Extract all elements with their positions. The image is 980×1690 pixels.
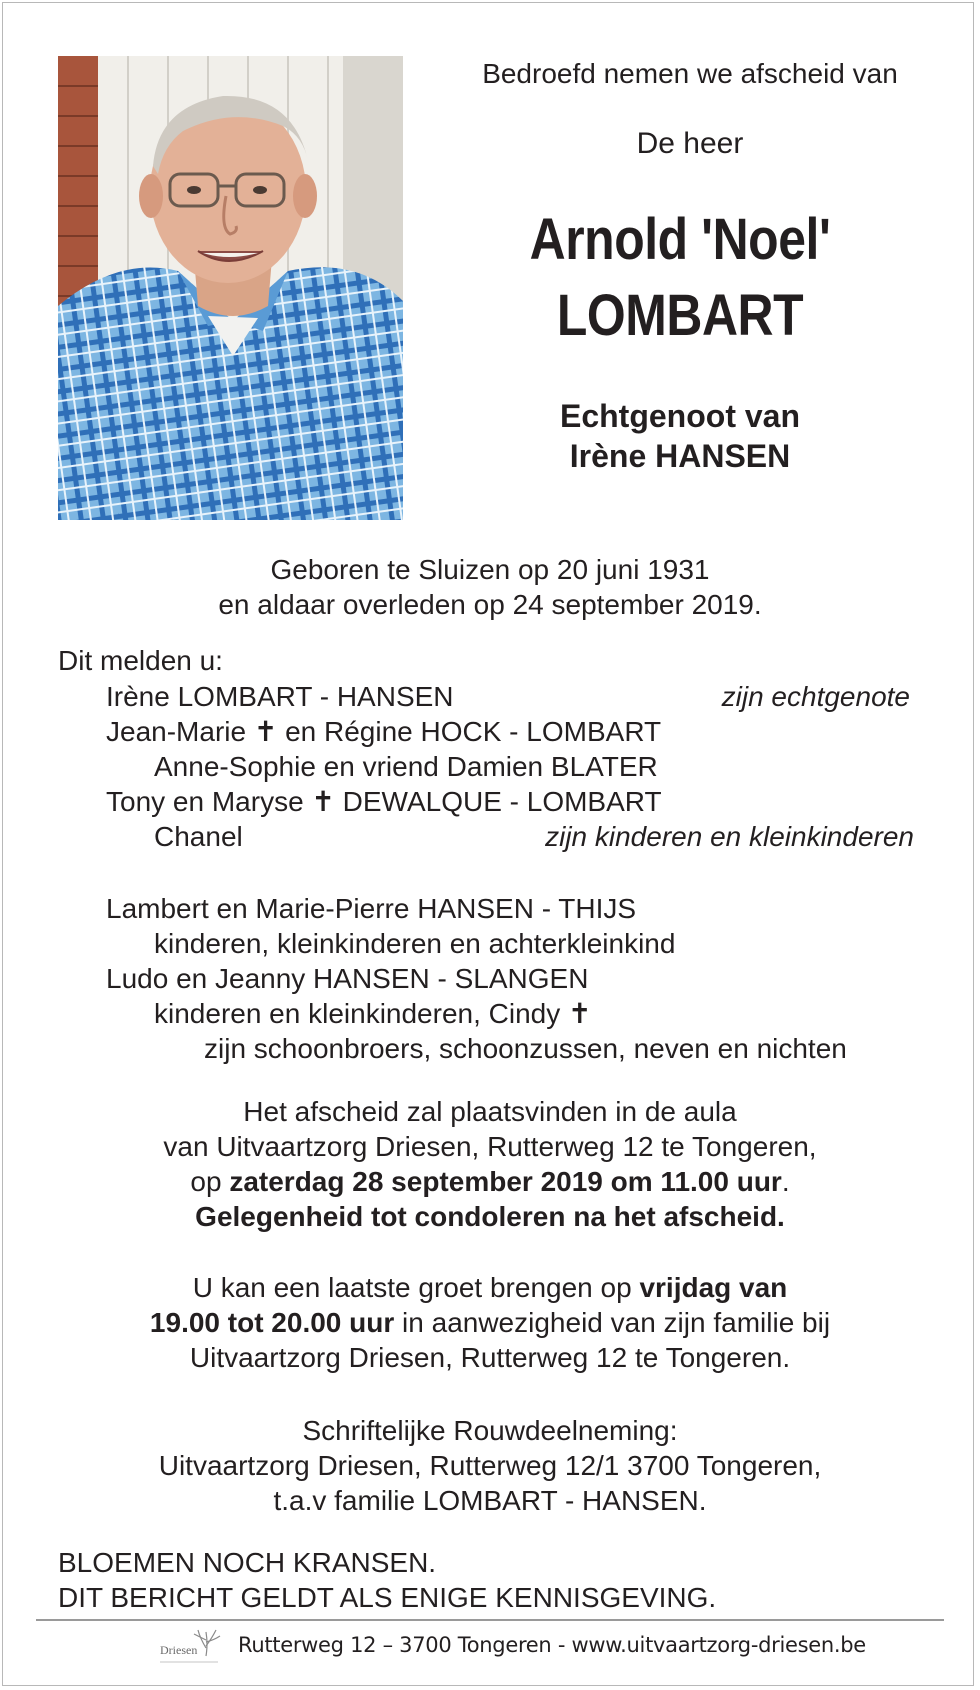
deceased-name-line1: Arnold 'Noel' (529, 207, 831, 272)
condolence-line: Uitvaartzorg Driesen, Rutterweg 12/1 3700 Tongeren, (158, 1450, 822, 1481)
ceremony-line: van Uitvaartzorg Driesen, Rutterweg 12 te Tongeren, (163, 1131, 817, 1162)
condolence-note: Gelegenheid tot condoleren na het afscheid. (195, 1201, 785, 1232)
portrait-photo (58, 56, 403, 520)
family-row: kinderen, kleinkinderen en achterkleinkind (154, 928, 676, 959)
family-header: Dit melden u: (58, 645, 223, 676)
visit-line: Uitvaartzorg Driesen, Rutterweg 12 te Tongeren. (189, 1342, 791, 1373)
visit-suffix: in aanwezigheid van zijn familie bij (394, 1307, 831, 1338)
family-row: Anne-Sophie en vriend Damien BLATER (154, 751, 658, 782)
logo-text: Driesen (160, 1643, 198, 1657)
family-row: Tony en Maryse ✝ DEWALQUE - LOMBART (106, 786, 662, 817)
visit-time: 19.00 tot 20.00 uur (149, 1307, 395, 1338)
closing-line: BLOEMEN NOCH KRANSEN. (58, 1547, 437, 1578)
ceremony-date: zaterdag 28 september 2019 om 11.00 uur (229, 1166, 782, 1197)
footer-address: Rutterweg 12 – 3700 Tongeren - www.uitvaartzorg-driesen.be (238, 1633, 866, 1657)
deceased-name (456, 202, 903, 354)
birth-death-dates (0, 552, 980, 622)
family-row: Jean-Marie ✝ en Régine HOCK - LOMBART (106, 716, 662, 747)
spouse-line1: Echtgenoot van (559, 398, 800, 434)
deceased-name-line2: LOMBART (556, 283, 804, 348)
family-row: Ludo en Jeanny HANSEN - SLANGEN (106, 963, 589, 994)
spouse-line2: Irène HANSEN (569, 438, 791, 474)
ceremony-block (0, 1094, 980, 1234)
funeral-home-logo (158, 1626, 226, 1670)
visit-block (0, 1270, 980, 1375)
footer-divider (36, 1619, 944, 1621)
written-condolence-block (0, 1413, 980, 1518)
closing-line: DIT BERICHT GELDT ALS ENIGE KENNISGEVING. (58, 1582, 717, 1613)
family-row: Lambert en Marie-Pierre HANSEN - THIJS (106, 893, 637, 924)
death-line: en aldaar overleden op 24 september 2019. (218, 589, 762, 620)
ceremony-date-suffix: . (781, 1166, 790, 1197)
family-row: kinderen en kleinkinderen, Cindy ✝ (154, 998, 592, 1029)
honorific: De heer (636, 127, 744, 160)
condolence-line: Schriftelijke Rouwdeelneming: (302, 1415, 678, 1446)
ceremony-date-prefix: op (190, 1166, 230, 1197)
visit-day: vrijdag van (639, 1272, 788, 1303)
ceremony-date-line (0, 1164, 980, 1199)
birth-line: Geboren te Sluizen op 20 juni 1931 (270, 554, 710, 585)
family-row: zijn schoonbroers, schoonzussen, neven en nichten (204, 1033, 847, 1064)
family-row: Irène LOMBART - HANSEN (106, 681, 454, 712)
visit-line (0, 1270, 980, 1305)
family-role: zijn echtgenote (721, 681, 910, 712)
visit-line (0, 1305, 980, 1340)
ceremony-line: Het afscheid zal plaatsvinden in de aula (243, 1096, 737, 1127)
family-role: zijn kinderen en kleinkinderen (545, 821, 914, 852)
intro-text: Bedroefd nemen we afscheid van (482, 58, 898, 89)
visit-prefix: U kan een laatste groet brengen op (192, 1272, 640, 1303)
condolence-line: t.a.v familie LOMBART - HANSEN. (273, 1485, 707, 1516)
spouse-info (420, 396, 940, 476)
family-row: Chanel (154, 821, 243, 852)
